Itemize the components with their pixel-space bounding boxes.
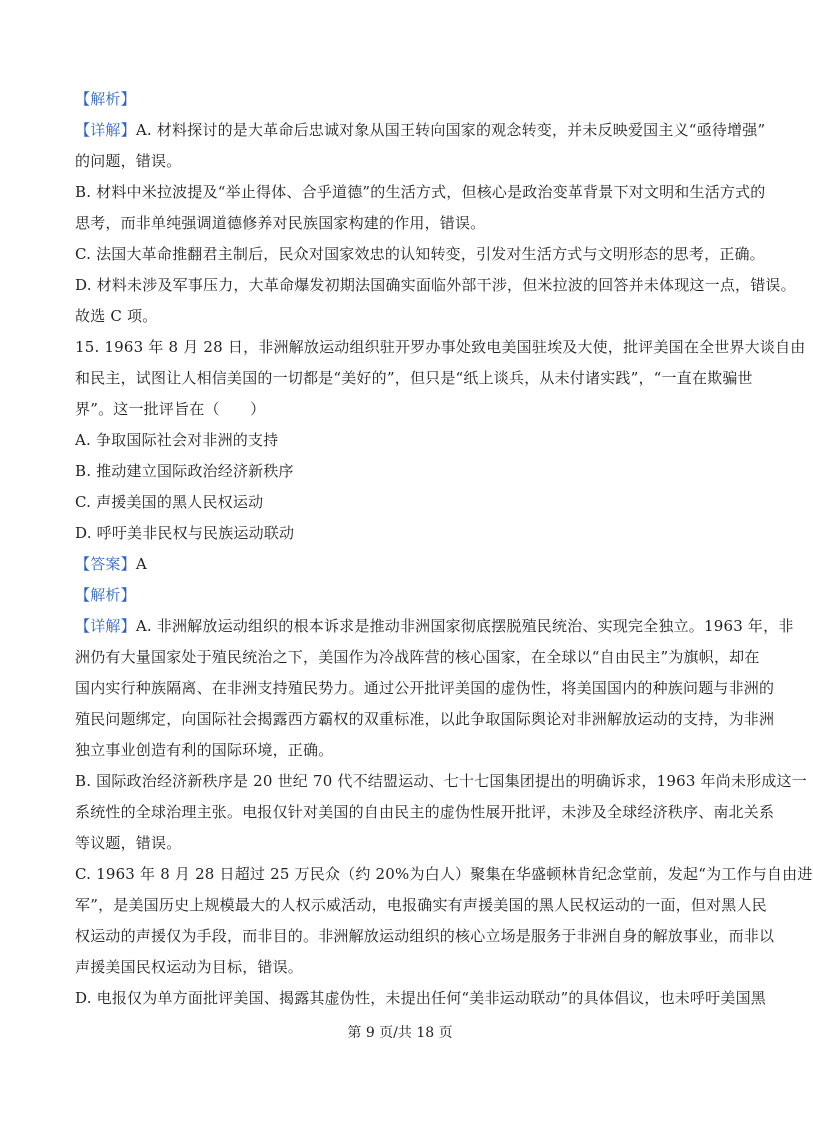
page-number: 第 9 页/共 18 页: [347, 1025, 453, 1041]
detail-line: 故选 C 项。: [75, 307, 158, 325]
detail-line: 思考，而非单纯强调道德修养对民族国家构建的作用，错误。: [75, 214, 486, 232]
detail-line: 国内实行种族隔离、在非洲支持殖民势力。通过公开批评美国的虚伪性，将美国国内的种族问题与非洲的: [75, 679, 775, 697]
analysis-tag: 【解析】: [75, 90, 136, 108]
detail-line: [75, 115, 766, 146]
detail-line: B. 国际政治经济新秩序是 20 世纪 70 代不结盟运动、七十七国集团提出的明确诉求，1963 年尚未形成这一: [75, 772, 807, 790]
detail-tag: 【详解】: [75, 121, 136, 139]
detail-line: C. 1963 年 8 月 28 日超过 25 万民众（约 20%为白人）聚集在华盛顿林肯纪念堂前，发起“为工作与自由进: [75, 865, 813, 883]
detail-line: 殖民问题绑定，向国际社会揭露西方霸权的双重标准，以此争取国际舆论对非洲解放运动的支持，为非洲: [75, 710, 775, 728]
detail-line: 军”，是美国历史上规模最大的人权示威活动，电报确实有声援美国的黑人民权运动的一面，但对黑人民: [75, 896, 767, 914]
document-body: [75, 84, 813, 1014]
page-footer: [0, 1022, 800, 1042]
option-b: B. 推动建立国际政治经济新秩序: [75, 462, 294, 480]
question-stem-line: 15. 1963 年 8 月 28 日，非洲解放运动组织驻开罗办事处致电美国驻埃及大使，批评美国在全世界大谈自由: [75, 338, 806, 356]
question-stem-line: 界”。这一批评旨在（ ）: [75, 400, 266, 418]
detail-text: A. 材料探讨的是大革命后忠诚对象从国王转向国家的观念转变，并未反映爱国主义“亟待增强”: [135, 121, 766, 139]
detail-line: C. 法国大革命推翻君主制后，民众对国家效忠的认知转变，引发对生活方式与文明形态的思考，正确。: [75, 245, 765, 263]
analysis-heading: [75, 580, 735, 611]
option-d: D. 呼吁美非民权与民族运动联动: [75, 524, 295, 542]
answer-line: [75, 549, 735, 580]
detail-text: A. 非洲解放运动组织的根本诉求是推动非洲国家彻底摆脱殖民统治、实现完全独立。1963 年，非: [135, 617, 794, 635]
detail-line: D. 电报仅为单方面批评美国、揭露其虚伪性，未提出任何“美非运动联动”的具体倡议，也未呼吁美国黑: [75, 989, 766, 1007]
analysis-tag: 【解析】: [75, 586, 136, 604]
detail-line: 声援美国民权运动为目标，错误。: [75, 958, 304, 976]
detail-line: D. 材料未涉及军事压力，大革命爆发初期法国确实面临外部干涉，但米拉波的回答并未体现这一点，错误。: [75, 276, 796, 294]
option-a: A. 争取国际社会对非洲的支持: [75, 431, 279, 449]
detail-line: 权运动的声援仅为手段，而非目的。非洲解放运动组织的核心立场是服务于非洲自身的解放事业，而非以: [75, 927, 775, 945]
option-c: C. 声援美国的黑人民权运动: [75, 493, 264, 511]
detail-line: 等议题，错误。: [75, 834, 182, 852]
detail-line: 系统性的全球治理主张。电报仅针对美国的自由民主的虚伪性展开批评，未涉及全球经济秩序、南北关系: [75, 803, 775, 821]
detail-line: 洲仍有大量国家处于殖民统治之下，美国作为冷战阵营的核心国家，在全球以“自由民主”为旗帜，却在: [75, 648, 760, 666]
detail-line: B. 材料中米拉波提及“举止得体、合乎道德”的生活方式，但核心是政治变革背景下对文明和生活方式的: [75, 183, 766, 201]
detail-tag: 【详解】: [75, 617, 136, 635]
detail-line: [75, 611, 794, 642]
detail-line: 独立事业创造有利的国际环境，正确。: [75, 741, 334, 759]
analysis-heading: [75, 84, 735, 115]
answer-value: A: [135, 555, 147, 573]
answer-tag: 【答案】: [75, 555, 136, 573]
question-stem-line: 和民主，试图让人相信美国的一切都是“美好的”，但只是“纸上谈兵，从未付诸实践”，“一直在欺骗世: [75, 369, 753, 387]
detail-line: 的问题，错误。: [75, 152, 182, 170]
